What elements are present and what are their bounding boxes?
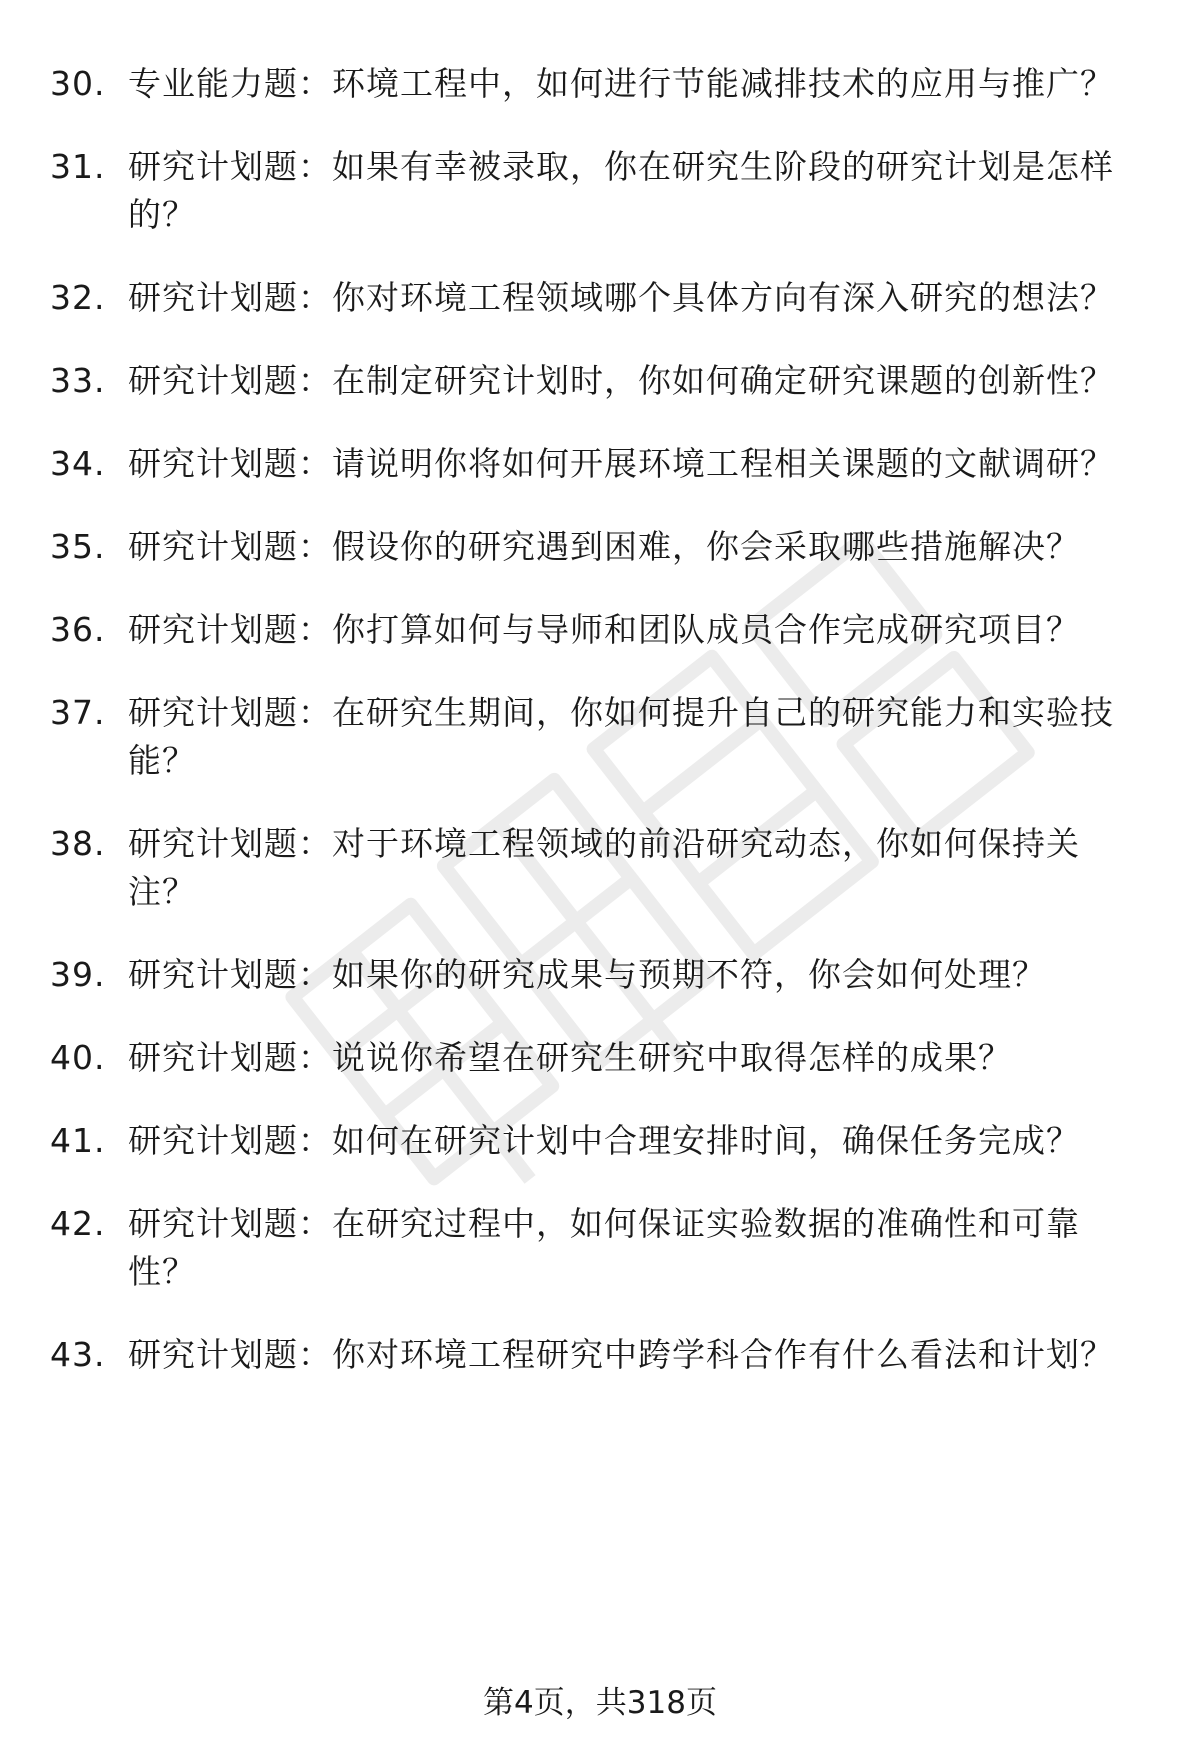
question-text: 专业能力题：环境工程中，如何进行节能减排技术的应用与推广？ <box>128 64 1114 103</box>
question-text: 研究计划题：请说明你将如何开展环境工程相关课题的文献调研？ <box>128 444 1114 483</box>
question-item <box>50 951 1150 999</box>
question-text: 研究计划题：对于环境工程领域的前沿研究动态，你如何保持关注？ <box>128 824 1080 911</box>
question-text: 研究计划题：在研究过程中，如何保证实验数据的准确性和可靠性？ <box>128 1204 1080 1291</box>
question-number: 33. <box>50 361 106 400</box>
question-number: 38. <box>50 824 106 863</box>
question-number: 35. <box>50 527 106 566</box>
question-item <box>50 274 1150 322</box>
question-item <box>50 143 1150 239</box>
question-number: 31. <box>50 147 106 186</box>
question-text: 研究计划题：假设你的研究遇到困难，你会采取哪些措施解决？ <box>128 527 1080 566</box>
question-item <box>50 1331 1150 1379</box>
question-item <box>50 440 1150 488</box>
question-text: 研究计划题：说说你希望在研究生研究中取得怎样的成果？ <box>128 1038 1012 1077</box>
question-item <box>50 357 1150 405</box>
question-item <box>50 820 1150 916</box>
question-text: 研究计划题：你对环境工程领域哪个具体方向有深入研究的想法？ <box>128 278 1114 317</box>
question-number: 30. <box>50 64 106 103</box>
question-item <box>50 1117 1150 1165</box>
question-list <box>50 60 1150 1414</box>
page-footer: 第4页，共318页 <box>483 1685 717 1721</box>
question-text: 研究计划题：如果你的研究成果与预期不符，你会如何处理？ <box>128 955 1046 994</box>
question-item <box>50 1034 1150 1082</box>
question-item <box>50 1200 1150 1296</box>
question-text: 研究计划题：如何在研究计划中合理安排时间，确保任务完成？ <box>128 1121 1080 1160</box>
question-item <box>50 523 1150 571</box>
question-text: 研究计划题：你打算如何与导师和团队成员合作完成研究项目？ <box>128 610 1080 649</box>
question-number: 32. <box>50 278 106 317</box>
question-text: 研究计划题：你对环境工程研究中跨学科合作有什么看法和计划？ <box>128 1335 1114 1374</box>
question-number: 42. <box>50 1204 106 1243</box>
question-item <box>50 689 1150 785</box>
question-item <box>50 60 1150 108</box>
question-text: 研究计划题：在研究生期间，你如何提升自己的研究能力和实验技能？ <box>128 693 1114 780</box>
question-number: 43. <box>50 1335 106 1374</box>
question-item <box>50 606 1150 654</box>
question-text: 研究计划题：如果有幸被录取，你在研究生阶段的研究计划是怎样的？ <box>128 147 1114 234</box>
question-number: 41. <box>50 1121 106 1160</box>
question-number: 40. <box>50 1038 106 1077</box>
question-number: 36. <box>50 610 106 649</box>
question-number: 39. <box>50 955 106 994</box>
question-number: 34. <box>50 444 106 483</box>
question-text: 研究计划题：在制定研究计划时，你如何确定研究课题的创新性？ <box>128 361 1114 400</box>
question-number: 37. <box>50 693 106 732</box>
